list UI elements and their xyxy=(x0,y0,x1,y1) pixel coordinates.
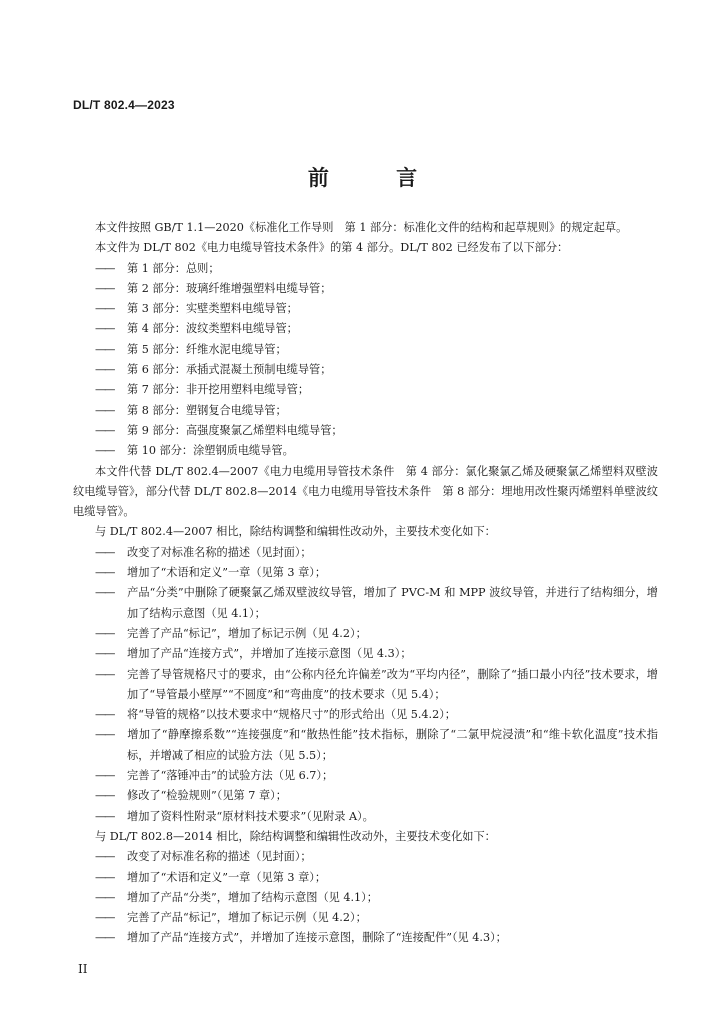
list-item xyxy=(73,279,658,299)
list-item xyxy=(73,360,658,380)
list-item xyxy=(73,644,658,664)
dash-marker: —— xyxy=(95,647,114,661)
dash-marker: —— xyxy=(95,870,114,884)
list-item xyxy=(73,319,658,339)
dash-marker: —— xyxy=(95,931,114,945)
list-item-text: 增加了产品“连接方式”，并增加了连接示意图（见 4.3）； xyxy=(127,647,412,661)
list-item-text: 增加了产品“分类”，增加了结构示意图（见 4.1）； xyxy=(127,890,378,904)
dash-marker: —— xyxy=(95,769,114,783)
list-item-text: 第 10 部分：涂塑钢质电缆导管。 xyxy=(127,444,294,458)
list-item-text: 改变了对标准名称的描述（见封面）； xyxy=(127,545,312,559)
list-item xyxy=(73,299,658,319)
dash-marker: —— xyxy=(95,809,114,823)
list-item-text: 完善了“落锤冲击”的试验方法（见 6.7）； xyxy=(127,769,334,783)
list-item-text: 第 3 部分：实壁类塑料电缆导管； xyxy=(127,302,298,316)
list-item xyxy=(73,624,658,644)
list-item xyxy=(73,766,658,786)
list-item-text: 增加了“术语和定义”一章（见第 3 章）； xyxy=(127,870,327,884)
list-item xyxy=(73,441,658,461)
dash-marker: —— xyxy=(95,302,114,316)
dash-marker: —— xyxy=(95,545,114,559)
list-item-text: 完善了产品“标记”，增加了标记示例（见 4.2）； xyxy=(127,626,367,640)
dash-marker: —— xyxy=(95,423,114,437)
dash-marker: —— xyxy=(95,728,114,742)
list-item xyxy=(73,259,658,279)
list-item xyxy=(73,583,658,624)
dash-marker: —— xyxy=(95,789,114,803)
dash-marker: —— xyxy=(95,890,114,904)
list-item-text: 第 9 部分：高强度聚氯乙烯塑料电缆导管； xyxy=(127,423,343,437)
list-item-text: 第 5 部分：纤维水泥电缆导管； xyxy=(127,342,287,356)
list-item-text: 第 7 部分：非开挖用塑料电缆导管； xyxy=(127,383,310,397)
list-item-text: 增加了资料性附录“原材料技术要求”（见附录 A）。 xyxy=(127,809,374,823)
list-item xyxy=(73,665,658,706)
list-item-text: 将“导管的规格”以技术要求中“规格尺寸”的形式给出（见 5.4.2）； xyxy=(127,708,456,722)
list-item xyxy=(73,380,658,400)
intro-paragraph-drafting: 本文件按照 GB/T 1.1—2020《标准化工作导则 第 1 部分：标准化文件的结构和起草规则》的规定起草。 xyxy=(95,221,628,234)
changes-2007-intro: 与 DL/T 802.4—2007 相比，除结构调整和编辑性改动外，主要技术变化如下： xyxy=(95,525,496,539)
dash-marker: —— xyxy=(95,261,114,275)
dash-marker: —— xyxy=(95,911,114,925)
list-item-text: 增加了“术语和定义”一章（见第 3 章）； xyxy=(127,566,327,580)
list-item xyxy=(73,705,658,725)
list-item-text: 完善了产品“标记”，增加了标记示例（见 4.2）； xyxy=(127,911,367,925)
replacement-paragraph: 本文件代替 DL/T 802.4—2007《电力电缆用导管技术条件 第 4 部分：氯化聚氯乙烯及硬聚氯乙烯塑料双壁波纹电缆导管》，部分代替 DL/T 802.8—2014《电力电缆用导管技术条件 第 8 部分：埋地用改性聚丙烯塑料单壁波纹电缆导管》。 xyxy=(73,464,658,519)
list-item xyxy=(73,868,658,888)
list-item xyxy=(73,401,658,421)
dash-marker: —— xyxy=(95,342,114,356)
list-item-text: 第 2 部分：玻璃纤维增强塑料电缆导管； xyxy=(127,281,332,295)
list-item xyxy=(73,888,658,908)
list-item-text: 产品“分类”中删除了硬聚氯乙烯双壁波纹导管，增加了 PVC-M 和 MPP 波纹导管，并进行了结构细分，增加了结构示意图（见 4.1）； xyxy=(127,586,658,620)
list-item-text: 第 6 部分：承插式混凝土预制电缆导管； xyxy=(127,363,332,377)
list-item xyxy=(73,725,658,766)
changes-2014-list xyxy=(73,847,658,948)
dash-marker: —— xyxy=(95,667,114,681)
dash-marker: —— xyxy=(95,444,114,458)
dash-marker: —— xyxy=(95,566,114,580)
list-item-text: 第 1 部分：总则； xyxy=(127,261,220,275)
list-item xyxy=(73,786,658,806)
document-code-header: DL/T 802.4—2023 xyxy=(73,98,175,112)
list-item-text: 完善了导管规格尺寸的要求，由“公称内径允许偏差”改为“平均内径”，删除了“插口最小内径”技术要求，增加了“导管最小壁厚”“不圆度”和“弯曲度”的技术要求（见 5.4）； xyxy=(127,667,658,701)
dash-marker: —— xyxy=(95,281,114,295)
list-item xyxy=(73,908,658,928)
dash-marker: —— xyxy=(95,403,114,417)
list-item-text: 第 8 部分：塑钢复合电缆导管； xyxy=(127,403,287,417)
changes-2007-list xyxy=(73,543,658,827)
list-item xyxy=(73,421,658,441)
intro-paragraph-series: 本文件为 DL/T 802《电力电缆导管技术条件》的第 4 部分。DL/T 802 已经发布了以下部分： xyxy=(95,241,569,255)
list-item-text: 改变了对标准名称的描述（见封面）； xyxy=(127,850,312,864)
dash-marker: —— xyxy=(95,322,114,336)
list-item xyxy=(73,563,658,583)
list-item-text: 第 4 部分：波纹类塑料电缆导管； xyxy=(127,322,298,336)
list-item xyxy=(73,543,658,563)
foreword-body xyxy=(73,218,658,949)
dash-marker: —— xyxy=(95,708,114,722)
list-item xyxy=(73,807,658,827)
dash-marker: —— xyxy=(95,363,114,377)
list-item xyxy=(73,928,658,948)
dash-marker: —— xyxy=(95,586,114,600)
list-item xyxy=(73,847,658,867)
list-item xyxy=(73,340,658,360)
dash-marker: —— xyxy=(95,383,114,397)
list-item-text: 增加了“静摩擦系数”“连接强度”和“散热性能”技术指标，删除了“二氯甲烷浸渍”和“维卡软化温度”技术指标，并增减了相应的试验方法（见 5.5）； xyxy=(127,728,658,762)
dash-marker: —— xyxy=(95,850,114,864)
page-number: II xyxy=(78,962,88,976)
list-item-text: 增加了产品“连接方式”，并增加了连接示意图，删除了“连接配件”（见 4.3）； xyxy=(127,931,507,945)
list-item-text: 修改了“检验规则”（见第 7 章）； xyxy=(127,789,287,803)
parts-list xyxy=(73,259,658,462)
dash-marker: —— xyxy=(95,626,114,640)
changes-2014-intro: 与 DL/T 802.8—2014 相比，除结构调整和编辑性改动外，主要技术变化如下： xyxy=(95,829,496,843)
page-title: 前 言 xyxy=(307,166,448,190)
